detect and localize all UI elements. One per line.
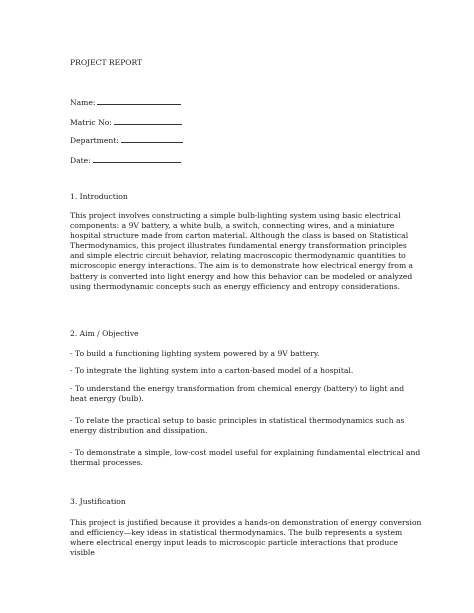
matric-no-blank-line — [114, 116, 182, 125]
aim-item: - To build a functioning lighting system powered by a 9V battery. — [70, 349, 320, 358]
matric-no-label: Matric No: — [70, 118, 112, 127]
department-blank-line — [121, 134, 183, 143]
matric-no-field — [70, 116, 182, 128]
name-label: Name: — [70, 98, 96, 107]
justification-paragraph: This project is justified because it provides a hands-on demonstration of energy conversion and efficiency—key ideas in statistical thermodynamics. The bulb represents a system where electrical energy input leads to microscopic particle interactions that produce visible — [70, 518, 422, 558]
department-field — [70, 134, 183, 146]
introduction-paragraph: This project involves constructing a simple bulb-lighting system using basic electrical components: a 9V battery, a white bulb, a switch, connecting wires, and a miniature hospital structure made from carton material. Although the class is based on Statistical Thermodynamics, this project illustrates fundamental energy transformation principles and simple electric circuit behavior, relating macroscopic thermodynamic quantities to microscopic energy interactions. The aim is to demonstrate how electrical energy from a battery is converted into light energy and how this behavior can be modeled or analyzed using thermodynamic concepts such as energy efficiency and entropy considerations. — [70, 211, 414, 291]
department-label: Department: — [70, 136, 119, 145]
aim-item: - To understand the energy transformation from chemical energy (battery) to light and heat energy (bulb). — [70, 384, 405, 404]
name-field — [70, 96, 181, 108]
aim-item: - To demonstrate a simple, low-cost model useful for explaining fundamental electrical and thermal processes. — [70, 448, 421, 468]
name-blank-line — [97, 96, 181, 105]
aim-item: - To relate the practical setup to basic principles in statistical thermodynamics such as energy distribution and dissipation. — [70, 416, 405, 436]
date-field — [70, 154, 181, 166]
introduction-heading: 1. Introduction — [70, 192, 128, 201]
justification-heading: 3. Justification — [70, 497, 126, 506]
date-blank-line — [93, 154, 181, 163]
aim-item: - To integrate the lighting system into a carton-based model of a hospital. — [70, 366, 354, 375]
date-label: Date: — [70, 156, 91, 165]
document-title: PROJECT REPORT — [70, 58, 143, 67]
aim-heading: 2. Aim / Objective — [70, 329, 139, 338]
